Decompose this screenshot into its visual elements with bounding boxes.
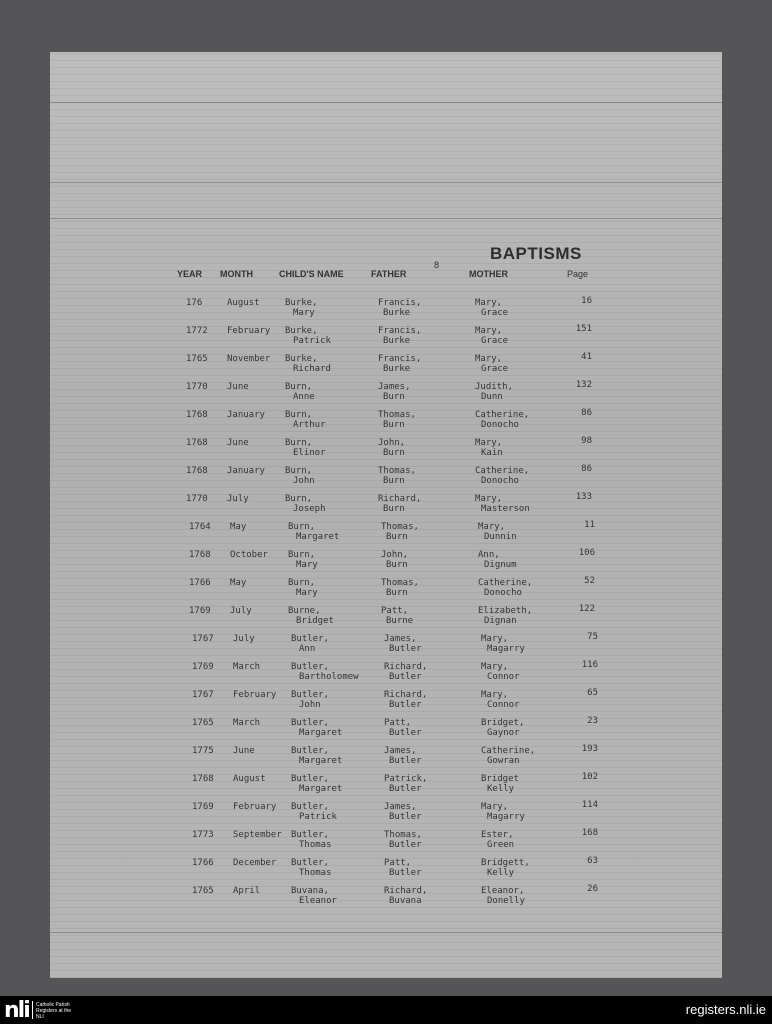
row-child-forename: Mary xyxy=(293,308,315,318)
row-child-forename: John xyxy=(299,700,321,710)
row-mother-forename: Mary, xyxy=(475,298,503,308)
row-father-surname: Burn xyxy=(386,560,408,570)
row-year: 1768 xyxy=(189,550,211,560)
row-page: 133 xyxy=(575,492,592,502)
row-mother-surname: Magarry xyxy=(487,644,525,654)
row-year: 176 xyxy=(186,298,203,308)
row-father-forename: Francis, xyxy=(378,354,422,364)
page-marker: 8 xyxy=(434,260,440,270)
table-row xyxy=(50,326,722,354)
row-child-surname: Butler, xyxy=(291,634,329,644)
row-child-surname: Burke, xyxy=(285,326,318,336)
row-father-forename: Patt, xyxy=(381,606,409,616)
row-mother-surname: Dunnin xyxy=(484,532,517,542)
row-year: 1766 xyxy=(189,578,211,588)
row-mother-surname: Green xyxy=(487,840,515,850)
row-page: 16 xyxy=(581,296,592,306)
row-page: 193 xyxy=(581,744,598,754)
row-father-forename: Patt, xyxy=(384,858,412,868)
row-child-surname: Burn, xyxy=(285,382,313,392)
row-year: 1772 xyxy=(186,326,208,336)
page-heading: BAPTISMS xyxy=(490,244,582,263)
table-row xyxy=(56,718,728,746)
table-row xyxy=(50,298,722,326)
row-page: 122 xyxy=(578,604,595,614)
row-mother-surname: Grace xyxy=(481,336,509,346)
row-mother-forename: Mary, xyxy=(481,802,509,812)
row-father-forename: Richard, xyxy=(384,886,428,896)
table-row xyxy=(56,802,728,830)
row-mother-surname: Donelly xyxy=(487,896,525,906)
row-father-forename: James, xyxy=(384,746,417,756)
logo-divider xyxy=(32,1001,33,1019)
nli-logo[interactable]: nli xyxy=(4,998,29,1023)
row-year: 1768 xyxy=(192,774,214,784)
row-month: January xyxy=(227,410,265,420)
row-father-forename: John, xyxy=(381,550,409,560)
table-row xyxy=(56,662,728,690)
row-child-surname: Butler, xyxy=(291,662,329,672)
row-child-surname: Butler, xyxy=(291,690,329,700)
table-row xyxy=(56,634,728,662)
table-row xyxy=(50,438,722,466)
row-child-surname: Burn, xyxy=(288,578,316,588)
table-row xyxy=(53,522,725,550)
row-child-forename: Ann xyxy=(299,644,316,654)
row-mother-surname: Magarry xyxy=(487,812,525,822)
row-mother-forename: Mary, xyxy=(478,522,506,532)
row-child-surname: Burn, xyxy=(285,494,313,504)
row-month: December xyxy=(233,858,277,868)
row-year: 1764 xyxy=(189,522,211,532)
row-mother-forename: Mary, xyxy=(481,690,509,700)
row-mother-forename: Catherine, xyxy=(475,410,530,420)
row-mother-forename: Mary, xyxy=(481,662,509,672)
row-mother-surname: Dignum xyxy=(484,560,517,570)
row-child-forename: John xyxy=(293,476,315,486)
row-child-forename: Eleanor xyxy=(299,896,337,906)
row-father-surname: Butler xyxy=(389,868,422,878)
row-father-surname: Burn xyxy=(383,420,405,430)
table-row xyxy=(56,858,728,886)
row-father-forename: Richard, xyxy=(378,494,422,504)
row-year: 1768 xyxy=(186,410,208,420)
row-month: July xyxy=(230,606,252,616)
row-mother-forename: Catherine, xyxy=(475,466,530,476)
row-mother-forename: Eleanor, xyxy=(481,886,525,896)
row-month: February xyxy=(227,326,271,336)
row-father-surname: Burn xyxy=(383,448,405,458)
row-father-forename: John, xyxy=(378,438,406,448)
row-father-surname: Butler xyxy=(389,728,422,738)
table-row xyxy=(50,354,722,382)
footer-bar xyxy=(0,996,772,1024)
row-child-forename: Patrick xyxy=(299,812,337,822)
table-row xyxy=(50,494,722,522)
row-page: 65 xyxy=(587,688,598,698)
row-mother-surname: Donocho xyxy=(481,476,519,486)
row-mother-surname: Kelly xyxy=(487,868,515,878)
row-father-surname: Burn xyxy=(383,392,405,402)
row-child-surname: Burn, xyxy=(285,410,313,420)
table-row xyxy=(50,382,722,410)
row-child-surname: Butler, xyxy=(291,774,329,784)
row-mother-forename: Mary, xyxy=(475,354,503,364)
row-father-forename: Thomas, xyxy=(381,522,419,532)
table-row xyxy=(56,690,728,718)
row-child-surname: Buvana, xyxy=(291,886,329,896)
row-month: June xyxy=(233,746,255,756)
row-child-forename: Patrick xyxy=(293,336,331,346)
register-page xyxy=(50,52,722,978)
col-page-header: Page xyxy=(567,269,589,279)
row-month: June xyxy=(227,438,249,448)
row-mother-forename: Elizabeth, xyxy=(478,606,533,616)
row-page: 63 xyxy=(587,856,598,866)
row-month: July xyxy=(233,634,255,644)
row-child-forename: Margaret xyxy=(299,784,343,794)
row-child-forename: Elinor xyxy=(293,448,326,458)
row-child-surname: Burne, xyxy=(288,606,321,616)
row-father-surname: Butler xyxy=(389,672,422,682)
scan-line xyxy=(50,932,722,933)
row-mother-surname: Donocho xyxy=(481,420,519,430)
row-father-forename: Francis, xyxy=(378,298,422,308)
row-father-surname: Burn xyxy=(386,588,408,598)
row-child-surname: Butler, xyxy=(291,858,329,868)
row-father-forename: Thomas, xyxy=(378,410,416,420)
row-child-forename: Anne xyxy=(293,392,315,402)
row-child-surname: Burn, xyxy=(285,438,313,448)
row-child-forename: Margaret xyxy=(296,532,340,542)
table-row xyxy=(50,410,722,438)
row-mother-surname: Connor xyxy=(487,672,520,682)
row-month: August xyxy=(233,774,266,784)
col-year-header: YEAR xyxy=(177,269,203,279)
row-mother-forename: Mary, xyxy=(475,438,503,448)
row-mother-surname: Gowran xyxy=(487,756,520,766)
row-mother-surname: Kain xyxy=(481,448,503,458)
row-month: June xyxy=(227,382,249,392)
row-page: 23 xyxy=(587,716,598,726)
row-father-surname: Burn xyxy=(383,476,405,486)
row-year: 1765 xyxy=(192,718,214,728)
table-row xyxy=(53,550,725,578)
row-month: July xyxy=(227,494,249,504)
row-father-surname: Burke xyxy=(383,308,411,318)
row-child-surname: Butler, xyxy=(291,830,329,840)
row-mother-surname: Dunn xyxy=(481,392,503,402)
row-page: 102 xyxy=(581,772,598,782)
row-father-forename: James, xyxy=(384,634,417,644)
row-child-forename: Margaret xyxy=(299,756,343,766)
scan-line xyxy=(50,102,722,103)
row-child-forename: Thomas xyxy=(299,868,332,878)
table-row xyxy=(56,774,728,802)
col-father-header: FATHER xyxy=(371,269,407,279)
row-page: 151 xyxy=(575,324,592,334)
row-year: 1765 xyxy=(192,886,214,896)
table-row xyxy=(53,606,725,634)
row-father-surname: Butler xyxy=(389,784,422,794)
logo-caption: Catholic Parish Registers at the NLI xyxy=(36,1002,72,1020)
row-page: 132 xyxy=(575,380,592,390)
row-month: January xyxy=(227,466,265,476)
row-mother-forename: Mary, xyxy=(475,494,503,504)
row-father-forename: Patrick, xyxy=(384,774,428,784)
row-father-surname: Butler xyxy=(389,812,422,822)
row-mother-surname: Donocho xyxy=(484,588,522,598)
row-month: October xyxy=(230,550,268,560)
row-year: 1769 xyxy=(189,606,211,616)
row-month: May xyxy=(230,522,247,532)
row-mother-surname: Connor xyxy=(487,700,520,710)
row-mother-surname: Grace xyxy=(481,308,509,318)
row-child-forename: Joseph xyxy=(293,504,326,514)
row-page: 41 xyxy=(581,352,592,362)
row-mother-forename: Bridget xyxy=(481,774,519,784)
row-father-forename: Thomas, xyxy=(381,578,419,588)
row-father-surname: Butler xyxy=(389,644,422,654)
row-year: 1767 xyxy=(192,634,214,644)
row-child-forename: Arthur xyxy=(293,420,326,430)
row-father-surname: Burne xyxy=(386,616,414,626)
row-page: 86 xyxy=(581,408,592,418)
row-month: February xyxy=(233,802,277,812)
row-child-surname: Burn, xyxy=(288,550,316,560)
table-row xyxy=(56,746,728,774)
row-page: 52 xyxy=(584,576,595,586)
row-father-forename: Richard, xyxy=(384,662,428,672)
row-father-surname: Butler xyxy=(389,700,422,710)
scan-line xyxy=(50,182,722,183)
row-page: 106 xyxy=(578,548,595,558)
row-child-forename: Bartholomew xyxy=(299,672,359,682)
row-father-surname: Burke xyxy=(383,336,411,346)
row-father-forename: James, xyxy=(378,382,411,392)
row-father-surname: Buvana xyxy=(389,896,422,906)
row-month: March xyxy=(233,662,261,672)
row-father-forename: Patt, xyxy=(384,718,412,728)
row-mother-forename: Ann, xyxy=(478,550,500,560)
row-page: 86 xyxy=(581,464,592,474)
row-page: 98 xyxy=(581,436,592,446)
row-year: 1765 xyxy=(186,354,208,364)
row-child-forename: Richard xyxy=(293,364,331,374)
row-father-forename: Thomas, xyxy=(378,466,416,476)
row-month: April xyxy=(233,886,261,896)
row-father-surname: Burn xyxy=(383,504,405,514)
row-mother-forename: Catherine, xyxy=(478,578,533,588)
row-father-surname: Butler xyxy=(389,840,422,850)
row-year: 1769 xyxy=(192,662,214,672)
row-page: 114 xyxy=(581,800,598,810)
row-mother-surname: Kelly xyxy=(487,784,515,794)
row-child-surname: Burke, xyxy=(285,354,318,364)
row-page: 11 xyxy=(584,520,595,530)
row-child-forename: Mary xyxy=(296,560,318,570)
row-father-forename: Richard, xyxy=(384,690,428,700)
row-child-forename: Thomas xyxy=(299,840,332,850)
row-mother-surname: Gaynor xyxy=(487,728,520,738)
row-child-surname: Butler, xyxy=(291,718,329,728)
row-page: 75 xyxy=(587,632,598,642)
row-mother-surname: Grace xyxy=(481,364,509,374)
row-father-surname: Butler xyxy=(389,756,422,766)
row-mother-surname: Masterson xyxy=(481,504,530,514)
row-mother-surname: Dignan xyxy=(484,616,517,626)
row-year: 1767 xyxy=(192,690,214,700)
row-mother-forename: Judith, xyxy=(475,382,513,392)
row-year: 1768 xyxy=(186,438,208,448)
row-father-forename: Thomas, xyxy=(384,830,422,840)
row-month: November xyxy=(227,354,271,364)
row-mother-forename: Mary, xyxy=(481,634,509,644)
row-child-surname: Butler, xyxy=(291,802,329,812)
row-child-forename: Margaret xyxy=(299,728,343,738)
row-year: 1769 xyxy=(192,802,214,812)
row-month: August xyxy=(227,298,260,308)
row-month: September xyxy=(233,830,282,840)
row-page: 116 xyxy=(581,660,598,670)
row-year: 1775 xyxy=(192,746,214,756)
row-child-surname: Butler, xyxy=(291,746,329,756)
row-mother-forename: Bridgett, xyxy=(481,858,530,868)
table-row xyxy=(56,830,728,858)
row-year: 1773 xyxy=(192,830,214,840)
row-child-surname: Burn, xyxy=(285,466,313,476)
col-child-header: CHILD'S NAME xyxy=(279,269,344,279)
row-mother-forename: Catherine, xyxy=(481,746,536,756)
row-father-forename: Francis, xyxy=(378,326,422,336)
row-mother-forename: Mary, xyxy=(475,326,503,336)
col-mother-header: MOTHER xyxy=(469,269,508,279)
site-link[interactable]: registers.nli.ie xyxy=(685,1002,766,1017)
row-father-surname: Burn xyxy=(386,532,408,542)
baptism-table xyxy=(50,298,722,914)
table-row xyxy=(50,466,722,494)
row-page: 26 xyxy=(587,884,598,894)
row-page: 168 xyxy=(581,828,598,838)
row-father-surname: Burke xyxy=(383,364,411,374)
col-month-header: MONTH xyxy=(220,269,253,279)
row-father-forename: James, xyxy=(384,802,417,812)
row-mother-forename: Bridget, xyxy=(481,718,525,728)
row-month: February xyxy=(233,690,277,700)
row-year: 1766 xyxy=(192,858,214,868)
row-year: 1770 xyxy=(186,494,208,504)
row-child-surname: Burn, xyxy=(288,522,316,532)
row-year: 1770 xyxy=(186,382,208,392)
row-mother-forename: Ester, xyxy=(481,830,514,840)
row-month: March xyxy=(233,718,261,728)
row-month: May xyxy=(230,578,247,588)
row-year: 1768 xyxy=(186,466,208,476)
row-child-forename: Mary xyxy=(296,588,318,598)
row-child-surname: Burke, xyxy=(285,298,318,308)
table-row xyxy=(53,578,725,606)
table-row xyxy=(56,886,728,914)
row-child-forename: Bridget xyxy=(296,616,334,626)
scan-line xyxy=(50,218,722,219)
